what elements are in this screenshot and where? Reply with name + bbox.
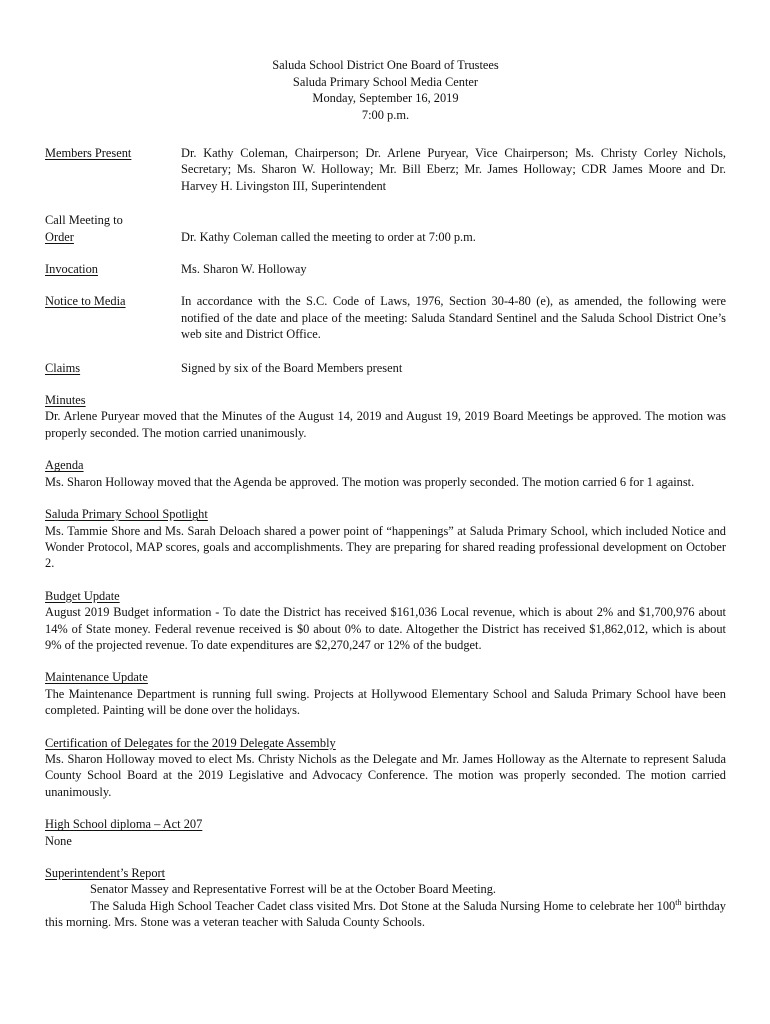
claims-row bbox=[45, 360, 726, 376]
claims-label: Claims bbox=[45, 360, 81, 375]
header-board-name: Saluda School District One Board of Trustees bbox=[272, 58, 499, 72]
invocation-row bbox=[45, 261, 726, 277]
budget-text: August 2019 Budget information - To date the District has received $161,036 Local revenue, which is about 2% and $1,700,976 about 14% of State money. Federal revenue received is $0 about 0% to date. Altogether the District has received $1,862,012, which is about 9% of the projected revenue. To date expenditures are $2,270,247 or 12% of the budget. bbox=[45, 605, 726, 652]
superintendent-title: Superintendent’s Report bbox=[45, 866, 166, 880]
document-header bbox=[45, 57, 726, 123]
delegates-text: Ms. Sharon Holloway moved to elect Ms. Christy Nichols as the Delegate and Mr. James Holloway as the Alternate to represent Saluda County School Board at the 2019 Legislative and Advocacy Conference. The motion was properly seconded. The motion carried unanimously. bbox=[45, 751, 726, 799]
call-meeting-text: Dr. Kathy Coleman called the meeting to order at 7:00 p.m. bbox=[181, 229, 476, 244]
claims-text: Signed by six of the Board Members present bbox=[181, 360, 403, 375]
spotlight-section bbox=[45, 506, 726, 572]
superintendent-section bbox=[45, 865, 726, 931]
minutes-text: Dr. Arlene Puryear moved that the Minutes of the August 14, 2019 and August 19, 2019 Board Meetings be approved. The motion was properly seconded. The motion carried unanimously. bbox=[45, 409, 726, 440]
superintendent-line2 bbox=[45, 898, 726, 931]
spotlight-title: Saluda Primary School Spotlight bbox=[45, 507, 208, 522]
call-meeting-row bbox=[45, 212, 726, 245]
minutes-section bbox=[45, 392, 726, 441]
maintenance-section bbox=[45, 669, 726, 718]
notice-to-media-label: Notice to Media bbox=[45, 294, 126, 309]
members-present-row bbox=[45, 145, 726, 194]
invocation-label: Invocation bbox=[45, 262, 98, 277]
delegates-title: Certification of Delegates for the 2019 Delegate Assembly bbox=[45, 735, 336, 750]
invocation-text: Ms. Sharon W. Holloway bbox=[181, 262, 307, 277]
spotlight-text: Ms. Tammie Shore and Ms. Sarah Deloach shared a power point of “happenings” at Saluda Primary School, which included Notice and Wonder Protocol, MAP scores, goals and accomplishments. They are preparing for shared reading professional development on October 2. bbox=[45, 523, 726, 571]
minutes-title: Minutes bbox=[45, 393, 86, 408]
call-meeting-label-line1: Call Meeting to bbox=[45, 213, 123, 228]
agenda-title: Agenda bbox=[45, 458, 84, 473]
superintendent-line2-sup: th bbox=[675, 897, 682, 907]
call-meeting-label bbox=[45, 212, 181, 245]
agenda-text: Ms. Sharon Holloway moved that the Agenda be approved. The motion was properly seconded. The motion carried 6 for 1 against. bbox=[45, 474, 695, 489]
header-time: 7:00 p.m. bbox=[361, 107, 410, 122]
maintenance-text: The Maintenance Department is running full swing. Projects at Hollywood Elementary School and Saluda Primary School have been completed. Painting will be done over the holidays. bbox=[45, 686, 726, 718]
delegates-section bbox=[45, 735, 726, 801]
call-meeting-label-line2: Order bbox=[45, 229, 74, 244]
diploma-title: High School diploma – Act 207 bbox=[45, 817, 203, 832]
superintendent-line1: Senator Massey and Representative Forrest will be at the October Board Meeting. bbox=[90, 882, 497, 897]
members-present-text: Dr. Kathy Coleman, Chairperson; Dr. Arlene Puryear, Vice Chairperson; Ms. Christy Corley Nichols, Secretary; Ms. Sharon W. Holloway; Mr. Bill Eberz; Mr. James Holloway; CDR James Moore and Dr. Harvey H. Livingston III, Superintendent bbox=[181, 146, 726, 193]
superintendent-line2-after: birthday this morning. Mrs. Stone was a veteran teacher with Saluda County Schools. bbox=[45, 898, 727, 930]
header-location: Saluda Primary School Media Center bbox=[292, 74, 479, 89]
budget-title: Budget Update bbox=[45, 588, 120, 603]
agenda-section bbox=[45, 457, 726, 490]
maintenance-title: Maintenance Update bbox=[45, 670, 148, 685]
superintendent-line2-before: The Saluda High School Teacher Cadet class visited Mrs. Dot Stone at the Saluda Nursing Home to celebrate her 100 bbox=[90, 898, 676, 913]
members-present-label: Members Present bbox=[45, 146, 132, 160]
diploma-section bbox=[45, 816, 726, 849]
notice-to-media-text: In accordance with the S.C. Code of Laws, 1976, Section 30-4-80 (e), as amended, the following were notified of the date and place of the meeting: Saluda Standard Sentinel and the Saluda School District One’s web site and District Office. bbox=[181, 294, 726, 342]
diploma-text: None bbox=[45, 833, 72, 848]
document-page bbox=[45, 57, 726, 931]
header-date: Monday, September 16, 2019 bbox=[312, 91, 459, 105]
notice-to-media-row bbox=[45, 293, 726, 342]
budget-section bbox=[45, 588, 726, 654]
